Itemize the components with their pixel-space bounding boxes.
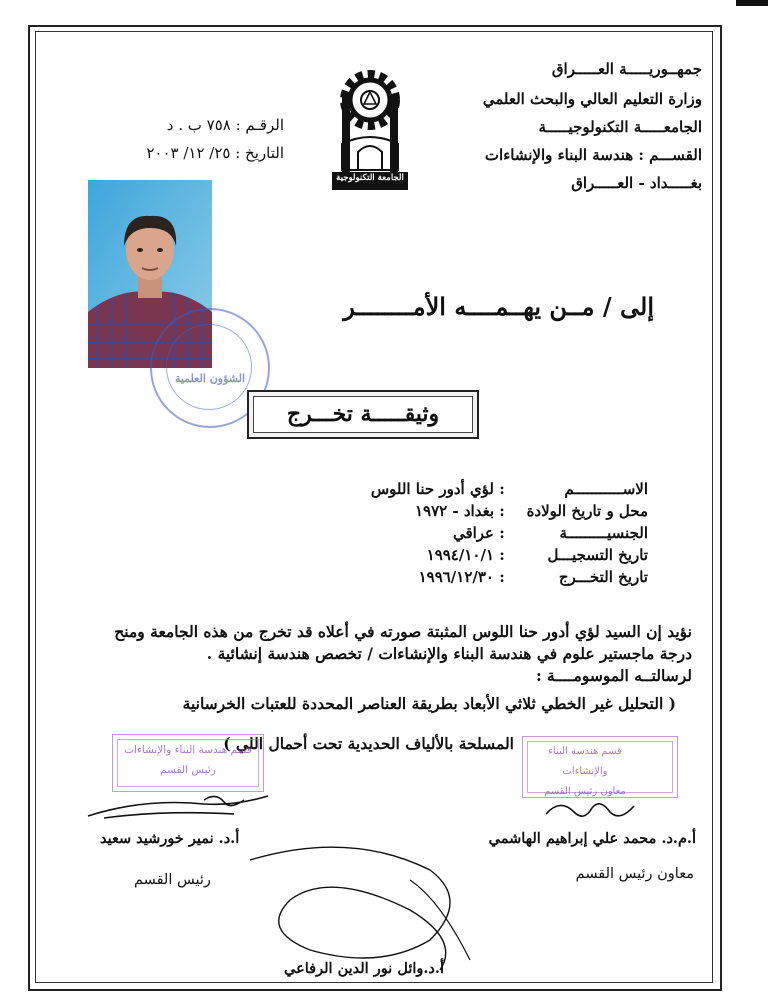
certificate-title-box [247, 390, 479, 439]
header-university: الجامعـــــة التكنولوجيـــــة [538, 118, 702, 136]
field-label: محل و تاريخ الولادة [526, 502, 648, 520]
field-label: الاســـــــــــم [564, 480, 648, 498]
dean-signature [230, 840, 480, 980]
header-city: بغـــــداد - العـــــراق [571, 174, 702, 192]
field-value: : بغداد - ١٩٧٢ [414, 502, 505, 520]
department-head-title: رئيس القسم [134, 872, 211, 888]
body-line-3: لرسالتــه الموسومــــة : [535, 666, 692, 685]
field-label: تاريخ التخـــرج [558, 568, 648, 586]
field-birth [415, 502, 648, 520]
scan-edge-mark [736, 0, 768, 6]
certificate-title: وثيقـــــة تخـــرج [253, 396, 473, 433]
body-line-2: درجة ماجستير علوم في هندسة البناء والإنشاءات / تخصص هندسة إنشائية . [206, 644, 692, 663]
addressee-line: إلى / مــن يهــمــــه الأمــــــــر [343, 292, 654, 321]
header-ministry: وزارة التعليم العالي والبحث العلمي [482, 90, 702, 108]
field-name [371, 480, 648, 498]
logo-caption: الجامعة التكنولوجية [336, 173, 404, 183]
body-line-1: نؤيد إن السيد لؤي أدور حنا اللوس المثبتة صورته في أعلاه قد تخرج من هذه الجامعة ومنح [114, 622, 692, 641]
deputy-head-name: أ.م.د. محمد علي إبراهيم الهاشمي [488, 830, 696, 847]
dean-name: أ.د.وائل نور الدين الرفاعي [284, 960, 444, 977]
field-label: تاريخ التسجيـــل [547, 546, 648, 564]
field-value: : ١٩٩٤/١٠/١ [426, 546, 505, 564]
header-department: القســـم : هندسة البناء والإنشاءات [484, 146, 702, 164]
department-head-name: أ.د. نمير خورشيد سعيد [100, 830, 240, 847]
head-stamp-line-2b: رئيس القسم [160, 764, 216, 776]
deputy-head-stamp [522, 736, 678, 798]
deputy-stamp-line-1: قسم هندسة البناء والإنشاءات [548, 746, 622, 777]
field-nationality [453, 524, 648, 542]
reference-date: التاريخ : ٢٥/ ١٢/ ٢٠٠٣ [146, 144, 284, 162]
field-registration-date [427, 546, 648, 564]
thesis-title-line-1: ( التحليل غير الخطي ثلاثي الأبعاد بطريقة العناصر المحددة للعتبات الخرسانية [182, 694, 676, 713]
round-stamp-text: الشؤون العلمية [174, 372, 246, 385]
field-value: : لؤي أدور حنا اللوس [370, 480, 505, 498]
header-country: جمهــوريـــــة العـــــراق [551, 60, 702, 78]
field-label: الجنسيـــــــــة [559, 524, 648, 542]
thesis-title-line-2: المسلحة بالألياف الحديدية تحت أحمال اللي ) [223, 734, 514, 753]
department-head-stamp [112, 734, 264, 792]
reference-number: الرقـم : ٧٥٨ ب . د [166, 116, 284, 134]
head-stamp-line-1: قسم هندسة البناء والإنشاءات [124, 744, 252, 756]
field-graduation-date [419, 568, 648, 586]
field-value: : عراقي [452, 524, 505, 542]
deputy-head-title: معاون رئيس القسم [575, 866, 694, 882]
head-signature [84, 788, 274, 828]
deputy-stamp-line-2: معاون رئيس القسم [544, 786, 626, 797]
field-value: : ١٩٩٦/١٢/٣٠ [418, 568, 505, 586]
deputy-signature [540, 792, 640, 828]
